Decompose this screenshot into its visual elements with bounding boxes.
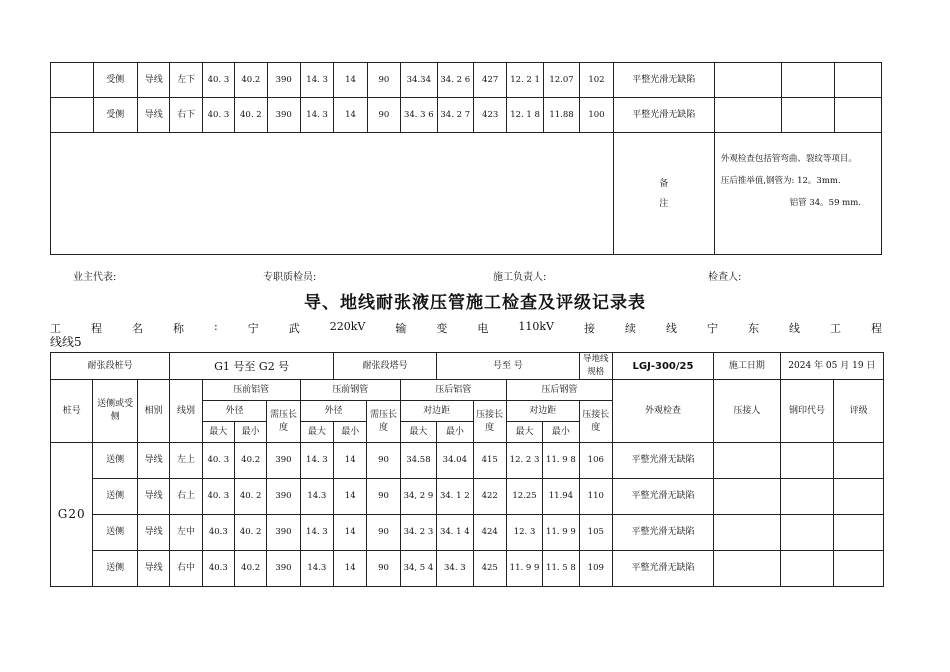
- min-header: 最小: [234, 422, 266, 443]
- al-flat-max: 34, 2 9: [400, 479, 436, 515]
- st-press-length: 100: [580, 98, 613, 133]
- segment-pile-label: 耐张段桩号: [51, 353, 170, 380]
- inspection-cell: 平整光滑无缺陷: [612, 443, 713, 479]
- table-row: [51, 551, 884, 587]
- table-row: [51, 63, 882, 98]
- phase-cell: 导线: [137, 551, 169, 587]
- pre-al-header: 压前铝管: [202, 380, 300, 401]
- project-name-continuation: 线线5: [50, 335, 82, 349]
- min-header: 最小: [334, 422, 367, 443]
- segment-pile-value: G1 号至 G2 号: [170, 353, 334, 380]
- seal-cell: [780, 443, 834, 479]
- inspection-cell: 平整光滑无缺陷: [612, 551, 713, 587]
- top-rows: [51, 63, 882, 255]
- pile-cell: [51, 98, 94, 133]
- al-press-length: 423: [473, 98, 506, 133]
- grade-cell: [835, 63, 882, 98]
- al-flat-min: 34. 2 7: [437, 98, 473, 133]
- al-flat-min: 34.04: [437, 443, 473, 479]
- phase-cell: 导线: [137, 479, 169, 515]
- owner-rep-label: 业主代表:: [73, 272, 117, 283]
- position-cell: 左上: [170, 443, 202, 479]
- remarks-line-3: 铝管 34。59 mm.: [789, 198, 861, 208]
- inspection-cell: 平整光滑无缺陷: [613, 98, 714, 133]
- pile-no-header: 桩号: [51, 380, 93, 443]
- al-flat-min: 34. 2 6: [437, 63, 473, 98]
- pile-cell: [51, 63, 94, 98]
- phase-cell: 导线: [138, 63, 170, 98]
- al-outer-max: 40. 3: [202, 443, 234, 479]
- al-flat-max: 34. 3 6: [401, 98, 437, 133]
- remarks-label-2: 注: [659, 198, 669, 209]
- project-name-line: [50, 320, 882, 336]
- flat-dist-header: 对边距: [506, 401, 579, 422]
- inspection-cell: 平整光滑无缺陷: [613, 63, 714, 98]
- table-row: [51, 479, 884, 515]
- remarks-line-1: 外观检查包括管弯曲、裂纹等项目。: [720, 154, 857, 164]
- remarks-row: [51, 133, 882, 255]
- al-flat-min: 34. 1 4: [437, 515, 473, 551]
- al-outer-min: 40.2: [234, 551, 266, 587]
- operator-cell: [714, 479, 781, 515]
- st-press-length: 105: [579, 515, 612, 551]
- press-length-header: 压接长度: [579, 401, 612, 443]
- side-cell: 送侧: [93, 515, 137, 551]
- st-flat-max: 12. 2 1: [507, 63, 543, 98]
- construction-date-value: 2024 年 05 月 19 日: [780, 353, 883, 380]
- post-al-header: 压后铝管: [400, 380, 506, 401]
- segment-tower-value: 号至 号: [437, 353, 579, 380]
- operator-cell: [714, 98, 781, 133]
- grade-cell: [835, 98, 882, 133]
- outer-dia-header: 外径: [202, 401, 267, 422]
- remarks-line-2: 压后推举值,钢管为: 12。3mm.: [720, 176, 841, 186]
- project-token: 宁: [247, 322, 259, 335]
- al-press-length: 424: [473, 515, 506, 551]
- st-flat-min: 11.94: [543, 479, 579, 515]
- st-press-length: 102: [580, 63, 613, 98]
- al-outer-min: 40. 2: [234, 515, 266, 551]
- max-header: 最大: [400, 422, 436, 443]
- qc-inspector-label: 专职质检员:: [263, 272, 317, 283]
- al-press-length: 425: [473, 551, 506, 587]
- inspection-header: 外观检查: [612, 380, 713, 443]
- remarks-label: [613, 133, 714, 255]
- operator-cell: [714, 443, 781, 479]
- remarks-content: [714, 133, 881, 255]
- al-outer-max: 40.3: [202, 551, 234, 587]
- seal-cell: [781, 98, 835, 133]
- project-token: 线: [788, 322, 800, 335]
- al-req-length: 390: [267, 98, 300, 133]
- project-token: 输: [395, 322, 407, 335]
- project-token: 线: [665, 322, 677, 335]
- phase-cell: 导线: [137, 515, 169, 551]
- st-press-length: 110: [579, 479, 612, 515]
- grade-cell: [834, 479, 884, 515]
- project-token: 武: [288, 322, 300, 335]
- max-header: 最大: [506, 422, 542, 443]
- st-outer-min: 14: [334, 551, 367, 587]
- project-token: 电: [477, 322, 489, 335]
- seal-cell: [780, 515, 834, 551]
- project-token: 变: [436, 322, 448, 335]
- operator-header: 压接人: [714, 380, 781, 443]
- min-header: 最小: [437, 422, 473, 443]
- pile-number: G20: [51, 443, 93, 587]
- inspection-record-table: [50, 352, 884, 587]
- position-cell: 右上: [170, 479, 202, 515]
- flat-dist-header: 对边距: [400, 401, 473, 422]
- st-flat-min: 11. 5 8: [543, 551, 579, 587]
- st-outer-min: 14: [334, 63, 367, 98]
- project-token: 程: [870, 322, 882, 335]
- max-header: 最大: [202, 422, 234, 443]
- table-row: [51, 443, 884, 479]
- min-header: 最小: [543, 422, 579, 443]
- st-req-length: 90: [367, 551, 400, 587]
- al-press-length: 427: [473, 63, 506, 98]
- seal-cell: [781, 63, 835, 98]
- st-req-length: 90: [367, 479, 400, 515]
- al-outer-max: 40. 3: [202, 63, 234, 98]
- st-press-length: 106: [579, 443, 612, 479]
- grade-cell: [834, 515, 884, 551]
- inspection-cell: 平整光滑无缺陷: [612, 479, 713, 515]
- st-flat-max: 12.25: [506, 479, 542, 515]
- side-cell: 送侧: [93, 551, 137, 587]
- project-token: 工: [829, 322, 841, 335]
- al-outer-min: 40. 2: [235, 98, 267, 133]
- project-token: 续: [624, 322, 636, 335]
- al-outer-max: 40.3: [202, 515, 234, 551]
- st-flat-min: 11. 9 9: [543, 515, 579, 551]
- side-cell: 送侧: [93, 479, 137, 515]
- side-cell: 送侧: [93, 443, 137, 479]
- st-press-length: 109: [579, 551, 612, 587]
- al-req-length: 390: [267, 479, 300, 515]
- segment-tower-label: 耐张段塔号: [334, 353, 437, 380]
- st-flat-max: 12. 2 3: [506, 443, 542, 479]
- st-req-length: 90: [367, 63, 400, 98]
- signature-line: [73, 268, 853, 284]
- req-length-header: 需压长度: [367, 401, 400, 443]
- st-outer-min: 14: [334, 515, 367, 551]
- st-outer-max: 14. 3: [300, 443, 333, 479]
- table-row: [51, 98, 882, 133]
- al-flat-min: 34. 3: [437, 551, 473, 587]
- project-token: 名: [132, 322, 143, 335]
- phase-cell: 导线: [137, 443, 169, 479]
- st-outer-max: 14. 3: [300, 515, 333, 551]
- al-press-length: 422: [473, 479, 506, 515]
- wire-header: 线别: [170, 380, 202, 443]
- project-token: 接: [583, 322, 595, 335]
- st-outer-min: 14: [334, 479, 367, 515]
- project-token: 220kV: [329, 320, 366, 333]
- position-cell: 右中: [170, 551, 202, 587]
- position-cell: 左下: [170, 63, 202, 98]
- phase-cell: 导线: [138, 98, 170, 133]
- side-header: 送侧或受侧: [93, 380, 137, 443]
- al-req-length: 390: [267, 63, 300, 98]
- project-token: :: [214, 320, 218, 333]
- st-req-length: 90: [367, 515, 400, 551]
- st-req-length: 90: [367, 98, 400, 133]
- st-flat-max: 12. 1 8: [507, 98, 543, 133]
- al-outer-max: 40. 3: [202, 98, 234, 133]
- st-flat-min: 11. 9 8: [543, 443, 579, 479]
- inspector-label: 检查人:: [708, 272, 742, 283]
- al-outer-max: 40. 3: [202, 479, 234, 515]
- al-flat-max: 34.34: [401, 63, 437, 98]
- al-outer-min: 40.2: [234, 443, 266, 479]
- project-token: 110kV: [518, 320, 554, 333]
- grade-header: 评级: [834, 380, 884, 443]
- position-cell: 左中: [170, 515, 202, 551]
- st-req-length: 90: [367, 443, 400, 479]
- project-token: 程: [91, 322, 102, 335]
- phase-header: 相别: [137, 380, 169, 443]
- grade-cell: [834, 551, 884, 587]
- st-flat-max: 12. 3: [506, 515, 542, 551]
- inspection-cell: 平整光滑无缺陷: [612, 515, 713, 551]
- seal-cell: [780, 479, 834, 515]
- post-st-header: 压后钢管: [506, 380, 612, 401]
- side-cell: 受侧: [93, 98, 138, 133]
- al-req-length: 390: [267, 515, 300, 551]
- info-row: [51, 353, 884, 380]
- pre-st-header: 压前钢管: [300, 380, 400, 401]
- st-outer-max: 14. 3: [300, 63, 333, 98]
- project-token: 宁: [706, 322, 718, 335]
- conductor-spec-label: 导地线规格: [579, 353, 612, 380]
- al-press-length: 415: [473, 443, 506, 479]
- project-token: 东: [747, 322, 759, 335]
- construction-lead-label: 施工负责人:: [493, 272, 547, 283]
- project-token: 工: [50, 322, 61, 335]
- st-flat-max: 11. 9 9: [506, 551, 542, 587]
- press-length-header: 压接长度: [473, 401, 506, 443]
- position-cell: 右下: [170, 98, 202, 133]
- previous-page-table: [50, 62, 882, 255]
- conductor-spec-value: LGJ-300/25: [612, 353, 713, 380]
- construction-date-label: 施工日期: [714, 353, 781, 380]
- al-flat-min: 34. 1 2: [437, 479, 473, 515]
- operator-cell: [714, 551, 781, 587]
- st-outer-min: 14: [334, 443, 367, 479]
- al-req-length: 390: [267, 551, 300, 587]
- operator-cell: [714, 515, 781, 551]
- st-outer-max: 14.3: [300, 551, 333, 587]
- al-flat-max: 34.58: [400, 443, 436, 479]
- side-cell: 受侧: [93, 63, 138, 98]
- al-flat-max: 34. 2 3: [400, 515, 436, 551]
- st-outer-max: 14.3: [300, 479, 333, 515]
- table-row: [51, 515, 884, 551]
- st-flat-min: 12.07: [543, 63, 579, 98]
- project-token: 称: [173, 322, 184, 335]
- al-flat-max: 34, 5 4: [400, 551, 436, 587]
- max-header: 最大: [300, 422, 333, 443]
- al-outer-min: 40.2: [235, 63, 267, 98]
- remarks-label-1: 备: [659, 178, 669, 189]
- seal-header: 钢印代号: [780, 380, 834, 443]
- header-row-1: [51, 380, 884, 401]
- remarks-blank: [51, 133, 614, 255]
- st-outer-max: 14. 3: [300, 98, 333, 133]
- st-outer-min: 14: [334, 98, 367, 133]
- form-title: 导、地线耐张液压管施工检查及评级记录表: [304, 293, 646, 313]
- req-length-header: 需压长度: [267, 401, 300, 443]
- operator-cell: [714, 63, 781, 98]
- outer-dia-header: 外径: [300, 401, 367, 422]
- grade-cell: [834, 443, 884, 479]
- st-flat-min: 11.88: [543, 98, 579, 133]
- al-outer-min: 40. 2: [234, 479, 266, 515]
- seal-cell: [780, 551, 834, 587]
- al-req-length: 390: [267, 443, 300, 479]
